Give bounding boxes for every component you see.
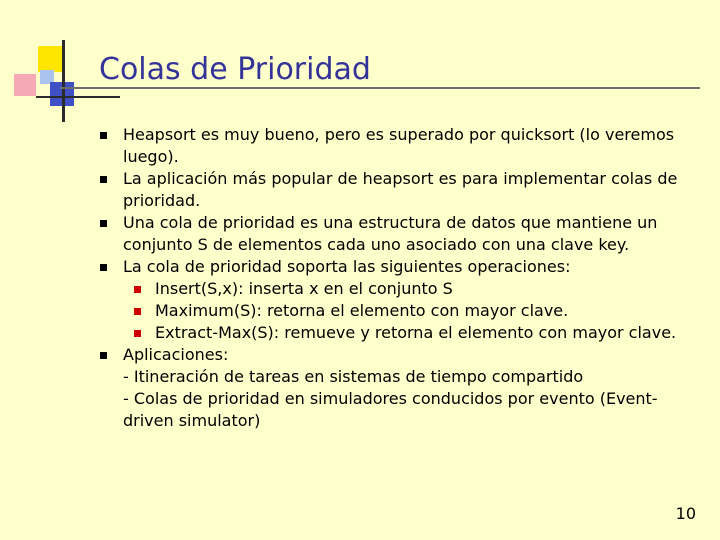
vertical-rule	[62, 40, 65, 122]
sub-bullet-text: Maximum(S): retorna el elemento con mayor clave.	[155, 301, 569, 320]
bullet-text: prioridad.	[123, 191, 201, 210]
bullet-text: conjunto S de elementos cada uno asociado con una clave key.	[123, 235, 630, 254]
bullet-text: - Itineración de tareas en sistemas de tiempo compartido	[123, 367, 584, 386]
bullet-item	[100, 124, 690, 168]
square-bullet-icon	[100, 132, 107, 139]
bullet-text: driven simulator)	[123, 411, 261, 430]
square-bullet-icon	[100, 352, 107, 359]
bullet-text: luego).	[123, 147, 179, 166]
bullet-item	[100, 212, 690, 256]
bullet-text: Heapsort es muy bueno, pero es superado por quicksort (lo veremos	[123, 125, 675, 144]
square-bullet-icon	[100, 220, 107, 227]
bullet-text: La aplicación más popular de heapsort es para implementar colas de	[123, 169, 678, 188]
bullet-text: La cola de prioridad soporta las siguientes operaciones:	[123, 257, 571, 276]
yellow-square-decoration	[38, 46, 64, 72]
red-square-bullet-icon	[134, 308, 141, 315]
square-bullet-icon	[100, 176, 107, 183]
bullet-text: Aplicaciones:	[123, 345, 229, 364]
title-underline	[60, 87, 700, 89]
pink-square-decoration	[14, 74, 36, 96]
sub-bullet-item	[100, 322, 690, 344]
bullet-text: - Colas de prioridad en simuladores conducidos por evento (Event-	[123, 389, 658, 408]
red-square-bullet-icon	[134, 286, 141, 293]
sub-bullet-text: Insert(S,x): inserta x en el conjunto S	[155, 279, 453, 298]
square-bullet-icon	[100, 264, 107, 271]
bullet-text: Una cola de prioridad es una estructura de datos que mantiene un	[123, 213, 658, 232]
logo-horizontal-rule	[36, 96, 120, 98]
slide-content	[100, 124, 690, 432]
slide-title: Colas de Prioridad	[99, 52, 371, 87]
page-number: 10	[675, 504, 696, 523]
sub-bullet-item	[100, 278, 690, 300]
bullet-item	[100, 168, 690, 212]
sub-bullet-text: Extract-Max(S): remueve y retorna el elemento con mayor clave.	[155, 323, 677, 342]
bullet-item	[100, 344, 690, 432]
red-square-bullet-icon	[134, 330, 141, 337]
sub-bullet-item	[100, 300, 690, 322]
bullet-item	[100, 256, 690, 278]
